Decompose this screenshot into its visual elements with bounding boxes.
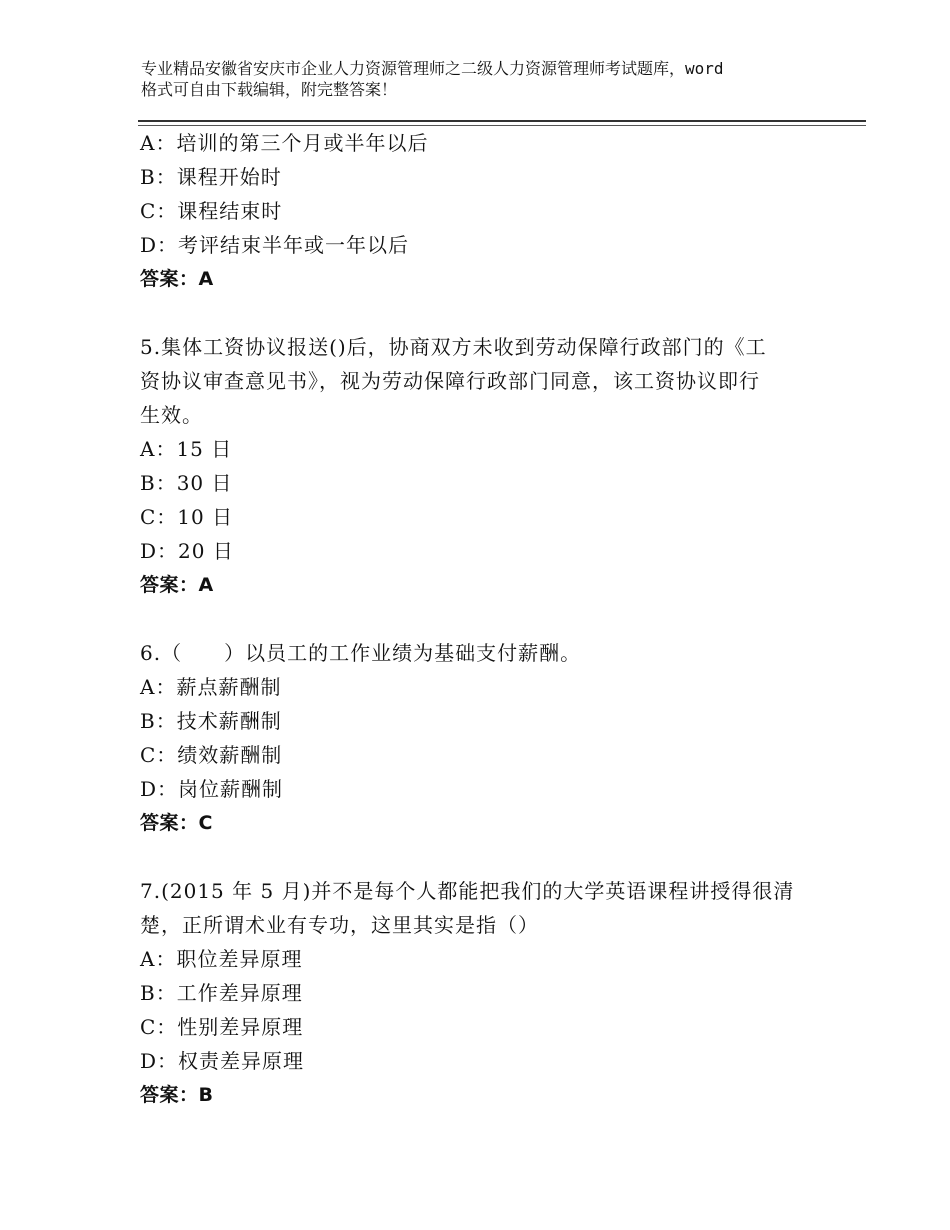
question-6 [140,636,820,840]
header-line-2: 格式可自由下载编辑，附完整答案！ [141,80,398,99]
option-a: A：薪点薪酬制 [140,675,282,699]
option-d: D：岗位薪酬制 [140,777,284,801]
answer-label: 答案：C [140,812,213,834]
question-stem-line: 资协议审查意见书》，视为劳动保障行政部门同意，该工资协议即行 [140,369,760,393]
option-c: C：10 日 [140,505,234,529]
answer-label: 答案：B [140,1084,214,1106]
question-stem-line: 生效。 [140,403,203,427]
option-b: B：技术薪酬制 [140,709,282,733]
option-c: C：绩效薪酬制 [140,743,283,767]
option-d: D：考评结束半年或一年以后 [140,233,410,257]
option-b: B：工作差异原理 [140,981,303,1005]
question-stem-line: 7.(2015 年 5 月)并不是每个人都能把我们的大学英语课程讲授得很清 [140,879,795,903]
question-4-continued [140,126,820,296]
option-b: B：课程开始时 [140,165,282,189]
question-stem-line: 楚，正所谓术业有专功，这里其实是指（） [140,913,539,937]
document-header [141,58,831,100]
option-a: A：职位差异原理 [140,947,303,971]
header-divider-thick [138,120,866,122]
option-a: A：培训的第三个月或半年以后 [140,131,429,155]
option-c: C：课程结束时 [140,199,283,223]
answer-label: 答案：A [140,268,214,290]
question-stem-line: 6.（ ）以员工的工作业绩为基础支付薪酬。 [140,641,582,665]
option-d: D：20 日 [140,539,234,563]
option-d: D：权责差异原理 [140,1049,305,1073]
question-stem-line: 5.集体工资协议报送()后，协商双方未收到劳动保障行政部门的《工 [140,335,767,359]
option-b: B：30 日 [140,471,233,495]
option-a: A：15 日 [140,437,233,461]
answer-label: 答案：A [140,574,214,596]
question-list [140,126,820,1112]
option-c: C：性别差异原理 [140,1015,304,1039]
question-7 [140,874,820,1112]
header-line-1: 专业精品安徽省安庆市企业人力资源管理师之二级人力资源管理师考试题库，word [141,59,724,78]
question-5 [140,330,820,602]
